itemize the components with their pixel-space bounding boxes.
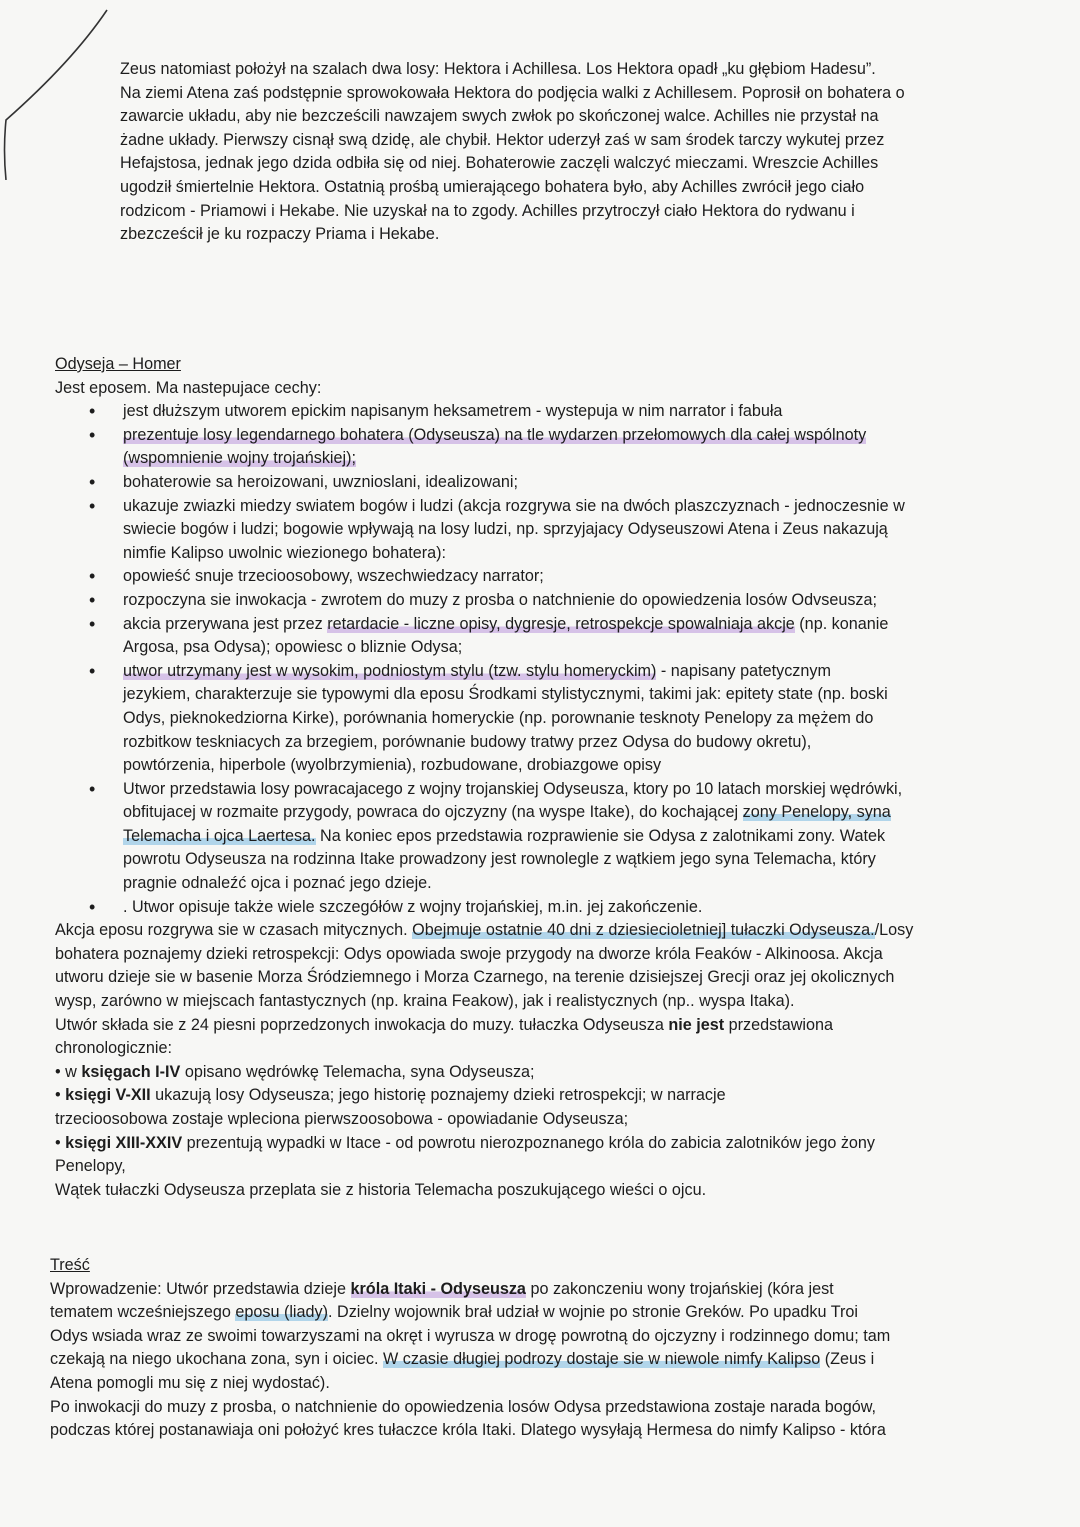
highlighted-text: zony Penelopy, syna xyxy=(742,803,891,822)
list-item: • bohaterowie sa heroizowani, uwznioslani, idealizowani; xyxy=(55,471,1015,495)
section-lead: Jest eposem. Ma nastepujace cechy: xyxy=(55,378,322,397)
intro-paragraph xyxy=(120,58,1020,247)
list-item xyxy=(55,424,1015,471)
highlighted-text: eposu (liady) xyxy=(235,1303,329,1322)
text-line: Hefajstosa, jednak jego dzida odbiła się od niej. Bohaterowie zaczęli walczyć mieczami. Wreszcie Achilles xyxy=(120,154,879,173)
text-line: Na ziemi Atena zaś podstępnie sprowokowała Hektora do podjęcia walki z Achillesem. Poprosił on bohatera o xyxy=(120,83,905,102)
highlighted-text: (wspomnienie wojny trojańskiej); xyxy=(123,449,357,468)
list-item: • Utwor przedstawia losy powracajacego z wojny trojanskiej Odyseusza, ktory po 10 latach morskiej wędrówki, obfitujacej w rozmaite przygody, powraca do ojczyzny (na wyspe Itake), do kochającej zony Penelopy, syna Telemacha i ojca Laertesa. Na koniec epos przedstawia rozprawienie sie Odysa z zalotnikami zony. Watek powrotu Odyseusza na rodzinna Itake prowadzony jest rownolegle z wątkiem jego syna Telemacha, który pragnie odnaleźć ojca i poznać jego dzieje. xyxy=(55,778,1015,896)
highlighted-text: Telemacha i ojca Laertesa. xyxy=(123,826,316,845)
paragraph: Po inwokacji do muzy z prosba, o natchnienie do opowiedzenia losów Odysa przedstawiona zostaje narada bogów, podczas której postanawiaja oni położyć kres tułaczce króla Itaki. Dlatego wysyłają Hermesa do nimfy Kalipso - która xyxy=(50,1397,886,1440)
list-item: • ukazuje zwiazki miedzy swiatem bogów i ludzi (akcja rozgrywa sie na dwóch plaszczyznach - jednoczesnie w swiecie bogów i ludzi; bogowie wpływają na losy ludzi, np. sprzyjajacy Odyseuszowi Atena i Zeus nakazują nimfie Kalipso uwolnic wiezionego bohatera): xyxy=(55,495,1015,566)
text-line: zbezcześcił je ku rozpaczy Priama i Hekabe. xyxy=(120,225,440,244)
paragraph: Wprowadzenie: Utwór przedstawia dzieje króla Itaki - Odyseusza po zakonczeniu wony trojańskiej (kóra jest tematem wcześniejszego eposu (liady). Dzielny wojownik brał udział w wojnie po stronie Greków. Po upadku Troi Odys wsiada wraz ze swoimi towarzyszami na okręt i wyrusza w drogę powrotną do ojczyzny i rodzinnego domu; tam czekają na niego ukochana zona, syn i oiciec. W czasie długiej podrozy dostaje sie w niewole nimfy Kalipso (Zeus i Atena pomogli mu się z niej wydostać). xyxy=(50,1279,891,1392)
text-line: Zeus natomiast położył na szalach dwa losy: Hektora i Achillesa. Los Hektora opadł „ku głębiom Hadesu”. xyxy=(120,60,876,78)
tresc-section xyxy=(50,1254,1025,1443)
pen-stroke-mark xyxy=(0,0,120,180)
odyseja-section xyxy=(55,353,1015,1202)
list-item: • utwor utrzymany jest w wysokim, podniostym stylu (tzw. stylu homeryckim) - napisany patetycznym jezykiem, charakterzuje sie typowymi dla eposu Środkami stylistycznymi, takimi jak: epitety state (np. boski Odys, pieknokedziorna Kirke), porównania homeryckie (np. porownanie tesknoty Penelopy za mężem do rozbitkow teskniacych za brzegiem, porównanie budowy tratwy przez Odysa do budowy okretu), powtórzenia, hiperbole (wyolbrzymienia), rozbudowane, drobiazgowe opisy xyxy=(55,660,1015,778)
highlighted-text: retardacie - liczne opisy, dygresje, retrospekcje spowalniaja akcje xyxy=(327,614,795,633)
list-item: • . Utwor opisuje także wiele szczegółów z wojny trojańskiej, m.in. jej zakończenie. xyxy=(55,896,1015,920)
highlighted-text: króla Itaki - Odyseusza xyxy=(350,1279,526,1298)
list-item: • rozpoczyna sie inwokacja - zwrotem do muzy z prosba o natchnienie do opowiedzenia losów Odvseusza; xyxy=(55,589,1015,613)
list-item: • opowieść snuje trzecioosobowy, wszechwiedzacy narrator; xyxy=(55,565,1015,589)
section-title: Odyseja – Homer xyxy=(55,355,181,373)
highlighted-text: W czasie długiej podrozy dostaje sie w niewole nimfy Kalipso xyxy=(382,1350,821,1369)
text-line: zawarcie układu, aby nie bezcześcili nawzajem swych zwłok po skończonej walce. Achilles nie przystał na xyxy=(120,107,879,126)
text-line: żadne układy. Pierwszy cisnął swą dzidę, ale chybił. Hektor uderzył zaś w sam środek tarczy wykutej przez xyxy=(120,130,885,149)
text-line: rodzicom - Priamowi i Hekabe. Nie uzyskał na to zgody. Achilles przytroczył ciało Hektora do rydwanu i xyxy=(120,201,855,220)
text-line: ugodził śmiertelnie Hektora. Ostatnią prośbą umierającego bohatera było, aby Achilles zwrócił jego ciało xyxy=(120,177,865,196)
features-list xyxy=(55,400,1015,919)
highlighted-text: prezentuje losy legendarnego bohatera (Odyseusza) na tle wydarzen przełomowych dla całej wspólnoty xyxy=(123,425,867,444)
highlighted-text: Obejmuje ostatnie 40 dni z dziesiecioletniej] tułaczki Odyseusza. xyxy=(412,921,875,940)
paragraph: Utwór składa sie z 24 piesni poprzedzonych inwokacja do muzy. tułaczka Odyseusza nie jest przedstawiona chronologicznie: • w księgach I-IV opisano wędrówkę Telemacha, syna Odyseusza; • księgi V-XII ukazują losy Odyseusza; jego historię poznajemy dzieki retrospekcji; w narracje trzecioosobowa zostaje wpleciona pierwszoosobowa - opowiadanie Odyseusza; • księgi XIII-XXIV prezentują wypadki w Itace - od powrotu nierozpoznanego króla do zabicia zalotników jego żony Penelopy, Wątek tułaczki Odyseusza przeplata sie z historia Telemacha poszukującego wieści o ojcu. xyxy=(55,1015,876,1199)
list-item: • akcia przerywana jest przez retardacie - liczne opisy, dygresje, retrospekcje spowalniaja akcje (np. konanie Argosa, psa Odysa); opowiesc o bliznie Odysa; xyxy=(55,613,1015,660)
highlighted-text: utwor utrzymany jest w wysokim, podniostym stylu (tzw. stylu homeryckim) xyxy=(123,661,657,680)
list-item: • jest dłuższym utworem epickim napisanym heksametrem - wystepuja w nim narrator i fabuła xyxy=(55,400,1015,424)
section-title: Treść xyxy=(50,1256,90,1274)
paragraph: Akcja eposu rozgrywa sie w czasach mitycznych. Obejmuje ostatnie 40 dni z dziesiecioletniej] tułaczki Odyseusza./Losy bohatera poznajemy dzieki retrospekcji: Odys opowiada swoje przygody na dworze króla Feaków - Alkinoosa. Akcja utworu dzieje sie w basenie Morza Śródziemnego i Morza Czarnego, na terenie dzisiejszej Grecji oraz jej okolicznych wysp, zarówno w miejscach fantastycznych (np. kraina Feakow), jak i realistycznych (np.. wyspa Itaka). xyxy=(55,921,914,1011)
